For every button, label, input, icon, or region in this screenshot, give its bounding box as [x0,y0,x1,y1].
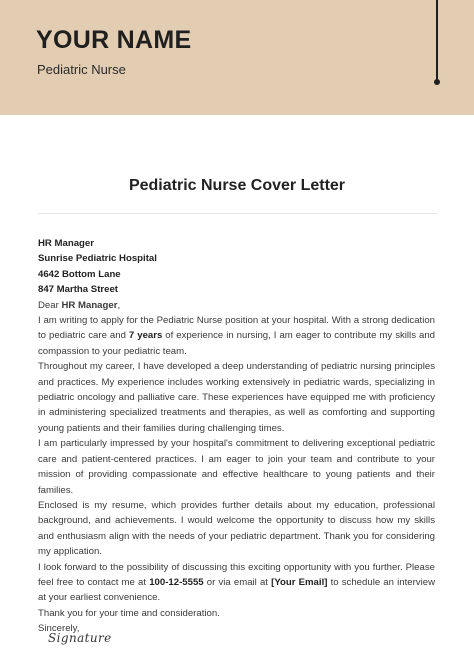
paragraph-text: I am writing to apply for the Pediatric Nurse position at your hospital. With a strong dedication to pediatric care and [38,315,435,342]
salutation [38,298,435,313]
recipient-address-line2: 847 Martha Street [38,284,118,296]
applicant-role: Pediatric Nurse [37,62,126,77]
recipient-organization: Sunrise Pediatric Hospital [38,253,157,265]
header-banner [0,0,474,115]
paragraph-intro [38,313,435,359]
decorative-line [436,0,438,80]
email-placeholder: [Your Email] [271,576,328,588]
paragraph-text: I look forward to the possibility of discussing this exciting opportunity with you further. Please feel free to contact me at [38,561,435,588]
paragraph-enclosure: Enclosed is my resume, which provides further details about my education, professional background, and achievements. I would welcome the opportunity to discuss how my skills and enthusiasm align with the needs of your pediatric department. Thank you for considering my application. [38,499,435,558]
signature: Signature [48,631,112,645]
document-title: Pediatric Nurse Cover Letter [128,177,346,194]
decorative-dot [434,79,440,85]
phone-number: 100-12-5555 [149,576,204,588]
recipient-name: HR Manager [38,238,94,249]
paragraph-text: or via email at [203,576,272,588]
salutation-name: HR Manager [61,299,118,311]
closing: Sincerely, [38,623,80,635]
salutation-suffix: , [117,299,121,311]
paragraph-thanks: Thank you for your time and consideration. [38,607,220,619]
years-experience: 7 years [128,330,163,342]
applicant-name: YOUR NAME [36,26,192,54]
letter-body [38,236,435,637]
salutation-prefix: Dear [38,299,62,311]
paragraph-text: to schedule an interview at your earliest convenience. [38,576,435,604]
divider [38,213,437,214]
paragraph-experience: Throughout my career, I have developed a deep understanding of pediatric nursing principles and practices. My experience includes working extensively in pediatric wards, specializing in pediatric oncology and palliative care. These experiences have equipped me with proficiency in administering specialized treatments and therapies, as well as comforting and supporting young patients and their families during challenging times. [38,361,435,434]
paragraph-motivation: I am particularly impressed by your hospital's commitment to delivering exceptional pediatric care and patient-centered practices. I am eager to join your team and contribute to your mission of providing compassionate and effective healthcare to young patients and their families. [38,438,435,496]
paragraph-text: of experience in nursing, I am eager to contribute my skills and compassion to your pediatric team. [38,330,435,357]
recipient-address-line1: 4642 Bottom Lane [38,268,121,280]
paragraph-contact [38,560,435,606]
